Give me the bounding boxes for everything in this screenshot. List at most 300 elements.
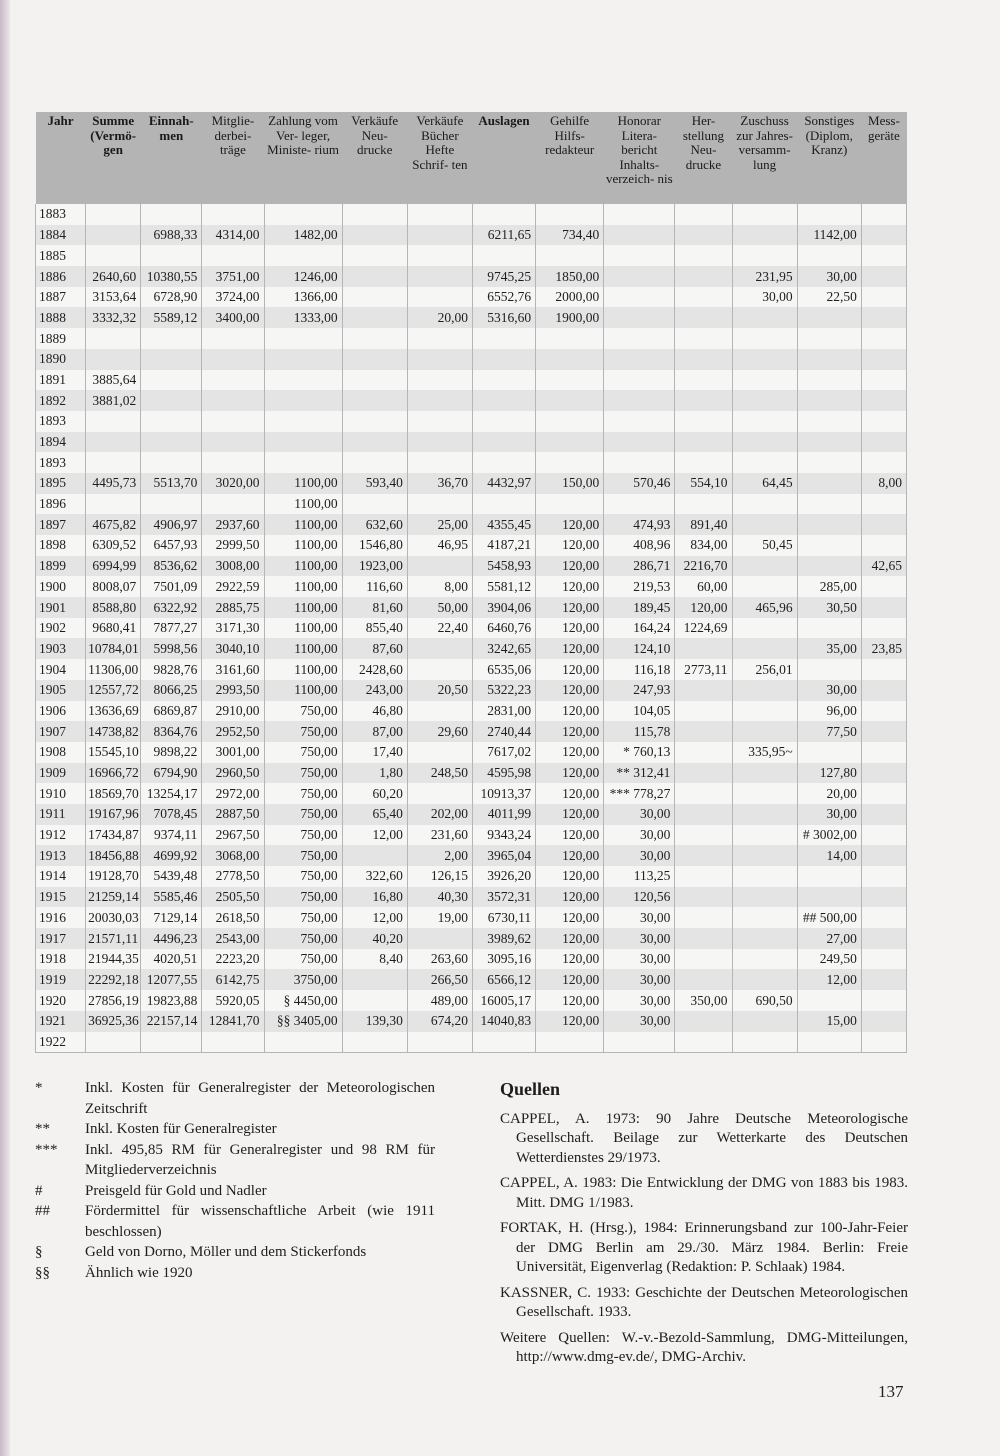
table-cell: 12077,55: [141, 969, 202, 990]
table-cell: 266,50: [407, 969, 472, 990]
footnote-mark: §: [35, 1244, 43, 1260]
table-cell: 20030,03: [86, 907, 141, 928]
table-cell: [264, 390, 342, 411]
column-header: Zuschuss zur Jahres- versamm- lung: [732, 112, 797, 204]
table-row: [36, 390, 907, 411]
table-cell: [732, 825, 797, 846]
table-cell: [536, 328, 604, 349]
year-cell: 1910: [36, 783, 86, 804]
table-cell: 2223,20: [202, 949, 264, 970]
table-cell: [536, 1032, 604, 1053]
table-cell: 9828,76: [141, 659, 202, 680]
table-row: [36, 576, 907, 597]
table-cell: [797, 411, 861, 432]
table-cell: 126,15: [407, 866, 472, 887]
footnotes: [35, 1078, 435, 1283]
table-cell: 2778,50: [202, 866, 264, 887]
table-cell: 3040,10: [202, 638, 264, 659]
table-cell: 9343,24: [472, 825, 535, 846]
table-cell: 4699,92: [141, 845, 202, 866]
table-cell: [732, 411, 797, 432]
table-cell: [604, 411, 675, 432]
table-cell: [675, 225, 732, 246]
table-cell: 2999,50: [202, 535, 264, 556]
table-cell: [264, 204, 342, 225]
table-cell: [861, 494, 906, 515]
table-cell: [604, 452, 675, 473]
year-cell: 1906: [36, 701, 86, 722]
table-cell: 2000,00: [536, 287, 604, 308]
table-cell: [472, 452, 535, 473]
table-cell: 3332,32: [86, 307, 141, 328]
table-cell: [604, 1032, 675, 1053]
table-cell: [407, 245, 472, 266]
year-cell: 1886: [36, 266, 86, 287]
table-cell: 750,00: [264, 845, 342, 866]
year-cell: 1893: [36, 411, 86, 432]
table-cell: 3095,16: [472, 949, 535, 970]
table-cell: 7501,09: [141, 576, 202, 597]
table-cell: 10784,01: [86, 638, 141, 659]
table-cell: [472, 349, 535, 370]
table-row: [36, 701, 907, 722]
table-cell: 120,00: [536, 721, 604, 742]
table-cell: 19823,88: [141, 990, 202, 1011]
table-cell: [407, 494, 472, 515]
table-cell: 23,85: [861, 638, 906, 659]
table-cell: [861, 452, 906, 473]
table-cell: 22292,18: [86, 969, 141, 990]
table-cell: 3881,02: [86, 390, 141, 411]
table-cell: 139,30: [342, 1011, 407, 1032]
table-cell: [86, 204, 141, 225]
column-header: Her- stellung Neu- drucke: [675, 112, 732, 204]
table-cell: 4020,51: [141, 949, 202, 970]
table-cell: 1546,80: [342, 535, 407, 556]
table-cell: [797, 349, 861, 370]
table-cell: 21571,11: [86, 928, 141, 949]
year-cell: 1884: [36, 225, 86, 246]
table-row: [36, 949, 907, 970]
footnote-text: Inkl. Kosten für Generalregister der Meteorologischen Zeitschrift: [85, 1080, 435, 1117]
table-cell: [675, 370, 732, 391]
table-cell: 120,00: [536, 1011, 604, 1032]
table-cell: 22,50: [797, 287, 861, 308]
table-cell: 248,50: [407, 763, 472, 784]
table-cell: [536, 432, 604, 453]
table-cell: 50,00: [407, 597, 472, 618]
table-cell: [342, 432, 407, 453]
table-cell: [86, 452, 141, 473]
table-cell: ## 500,00: [797, 907, 861, 928]
table-cell: 1100,00: [264, 638, 342, 659]
table-cell: [407, 204, 472, 225]
table-cell: 64,45: [732, 473, 797, 494]
table-cell: [797, 204, 861, 225]
table-cell: [141, 245, 202, 266]
table-cell: [797, 556, 861, 577]
page-number: 137: [878, 1382, 904, 1401]
year-cell: 1921: [36, 1011, 86, 1032]
table-cell: 9898,22: [141, 742, 202, 763]
column-header: Summe (Vermö- gen: [86, 112, 141, 204]
table-cell: 29,60: [407, 721, 472, 742]
table-row: [36, 680, 907, 701]
table-cell: [675, 204, 732, 225]
table-cell: 3171,30: [202, 618, 264, 639]
table-header-row: [36, 112, 907, 204]
table-cell: [407, 1032, 472, 1053]
table-cell: 6457,93: [141, 535, 202, 556]
table-cell: [604, 307, 675, 328]
table-row: [36, 990, 907, 1011]
table-cell: 7078,45: [141, 804, 202, 825]
table-cell: 12,00: [797, 969, 861, 990]
table-cell: 120,00: [536, 990, 604, 1011]
table-cell: 30,00: [604, 825, 675, 846]
year-cell: 1915: [36, 887, 86, 908]
table-cell: 3242,65: [472, 638, 535, 659]
table-cell: [797, 245, 861, 266]
table-cell: 27856,19: [86, 990, 141, 1011]
table-cell: [732, 307, 797, 328]
table-cell: [732, 452, 797, 473]
table-cell: 4595,98: [472, 763, 535, 784]
table-cell: 30,00: [604, 949, 675, 970]
table-cell: 120,00: [536, 969, 604, 990]
source-entry: KASSNER, C. 1933: Geschichte der Deutschen Meteorologischen Gesellschaft. 1933.: [500, 1284, 908, 1320]
table-cell: [86, 1032, 141, 1053]
table-cell: 750,00: [264, 907, 342, 928]
table-cell: [536, 452, 604, 473]
table-cell: 120,00: [536, 783, 604, 804]
footnote: [35, 1119, 435, 1140]
table-cell: 285,00: [797, 576, 861, 597]
table-cell: 7129,14: [141, 907, 202, 928]
footnote: [35, 1242, 435, 1263]
table-cell: 4675,82: [86, 514, 141, 535]
table-cell: 120,00: [536, 845, 604, 866]
table-cell: [861, 804, 906, 825]
year-cell: 1892: [36, 390, 86, 411]
table-cell: 35,00: [797, 638, 861, 659]
table-cell: [342, 245, 407, 266]
table-cell: 750,00: [264, 763, 342, 784]
table-cell: [732, 969, 797, 990]
table-cell: 6460,76: [472, 618, 535, 639]
table-row: [36, 845, 907, 866]
table-cell: [202, 494, 264, 515]
table-cell: [732, 556, 797, 577]
table-cell: [675, 949, 732, 970]
table-cell: [861, 349, 906, 370]
table-cell: 1100,00: [264, 597, 342, 618]
table-cell: [604, 204, 675, 225]
table-cell: 2910,00: [202, 701, 264, 722]
table-cell: 5316,60: [472, 307, 535, 328]
table-cell: 1224,69: [675, 618, 732, 639]
table-cell: 6994,99: [86, 556, 141, 577]
table-cell: 750,00: [264, 949, 342, 970]
table-cell: [264, 245, 342, 266]
table-cell: [536, 390, 604, 411]
table-cell: 2993,50: [202, 680, 264, 701]
year-cell: 1919: [36, 969, 86, 990]
table-cell: 46,80: [342, 701, 407, 722]
footnote-mark: **: [35, 1121, 50, 1137]
table-cell: [264, 1032, 342, 1053]
table-cell: [732, 618, 797, 639]
footnote-mark: §§: [35, 1264, 50, 1281]
table-cell: 3153,64: [86, 287, 141, 308]
table-cell: 247,93: [604, 680, 675, 701]
footnote: [35, 1263, 435, 1284]
table-cell: 4355,45: [472, 514, 535, 535]
table-cell: [861, 370, 906, 391]
table-cell: [407, 452, 472, 473]
table-cell: [342, 287, 407, 308]
table-cell: 3965,04: [472, 845, 535, 866]
table-cell: 243,00: [342, 680, 407, 701]
table-cell: 120,00: [536, 763, 604, 784]
table-cell: 6869,87: [141, 701, 202, 722]
table-cell: [407, 349, 472, 370]
table-cell: [861, 576, 906, 597]
year-cell: 1905: [36, 680, 86, 701]
table-cell: 10913,37: [472, 783, 535, 804]
table-cell: [202, 411, 264, 432]
table-cell: [536, 411, 604, 432]
table-cell: [536, 370, 604, 391]
table-cell: 8364,76: [141, 721, 202, 742]
table-cell: [536, 245, 604, 266]
table-cell: 120,00: [536, 701, 604, 722]
table-cell: [536, 204, 604, 225]
table-cell: 9680,41: [86, 618, 141, 639]
table-cell: 164,24: [604, 618, 675, 639]
table-cell: 4432,97: [472, 473, 535, 494]
table-cell: [604, 390, 675, 411]
table-cell: 16966,72: [86, 763, 141, 784]
year-cell: 1899: [36, 556, 86, 577]
table-cell: [342, 370, 407, 391]
table-cell: [342, 990, 407, 1011]
table-cell: 120,00: [675, 597, 732, 618]
table-cell: 750,00: [264, 783, 342, 804]
page-binding-edge: [0, 0, 10, 1456]
table-cell: 231,60: [407, 825, 472, 846]
table-cell: [141, 390, 202, 411]
footnote-mark: ***: [35, 1141, 58, 1158]
table-cell: [264, 411, 342, 432]
table-cell: 19167,96: [86, 804, 141, 825]
table-cell: [732, 494, 797, 515]
year-cell: 1907: [36, 721, 86, 742]
table-cell: [472, 390, 535, 411]
table-row: [36, 659, 907, 680]
table-cell: 30,00: [604, 990, 675, 1011]
table-cell: [861, 845, 906, 866]
footnote-mark: ##: [35, 1203, 50, 1219]
year-cell: 1901: [36, 597, 86, 618]
table-cell: [675, 887, 732, 908]
year-cell: 1912: [36, 825, 86, 846]
table-cell: [86, 328, 141, 349]
table-cell: 3751,00: [202, 266, 264, 287]
table-cell: 1923,00: [342, 556, 407, 577]
table-cell: 19,00: [407, 907, 472, 928]
table-cell: [342, 494, 407, 515]
table-cell: 489,00: [407, 990, 472, 1011]
table-row: [36, 370, 907, 391]
table-cell: 570,46: [604, 473, 675, 494]
table-cell: 5998,56: [141, 638, 202, 659]
table-cell: 6794,90: [141, 763, 202, 784]
table-cell: [472, 1032, 535, 1053]
table-cell: [407, 783, 472, 804]
table-cell: 231,95: [732, 266, 797, 287]
table-cell: 2618,50: [202, 907, 264, 928]
table-cell: [472, 245, 535, 266]
table-cell: 6566,12: [472, 969, 535, 990]
footnote-text: Preisgeld für Gold und Nadler: [85, 1182, 267, 1199]
table-cell: [797, 514, 861, 535]
table-cell: [675, 1032, 732, 1053]
table-cell: 1100,00: [264, 473, 342, 494]
table-cell: [797, 390, 861, 411]
year-cell: 1917: [36, 928, 86, 949]
table-cell: [472, 370, 535, 391]
table-cell: [202, 204, 264, 225]
table-cell: [202, 349, 264, 370]
table-cell: 12,00: [342, 825, 407, 846]
table-cell: 5439,48: [141, 866, 202, 887]
year-cell: 1913: [36, 845, 86, 866]
table-row: [36, 452, 907, 473]
table-row: [36, 266, 907, 287]
finance-table: [35, 112, 907, 1053]
table-cell: 1482,00: [264, 225, 342, 246]
table-cell: 120,00: [536, 659, 604, 680]
table-cell: 113,25: [604, 866, 675, 887]
table-row: [36, 225, 907, 246]
table-cell: 116,18: [604, 659, 675, 680]
table-cell: [264, 370, 342, 391]
table-cell: [342, 452, 407, 473]
table-cell: [675, 804, 732, 825]
table-cell: [732, 763, 797, 784]
column-header: Mitglie- derbei- träge: [202, 112, 264, 204]
table-cell: 6552,76: [472, 287, 535, 308]
table-cell: 30,00: [604, 1011, 675, 1032]
table-cell: 120,00: [536, 949, 604, 970]
table-cell: [732, 701, 797, 722]
table-cell: 14738,82: [86, 721, 141, 742]
table-cell: 408,96: [604, 535, 675, 556]
table-cell: [861, 287, 906, 308]
table-cell: [202, 390, 264, 411]
table-cell: [604, 266, 675, 287]
table-cell: [732, 680, 797, 701]
year-cell: 1890: [36, 349, 86, 370]
table-cell: 120,00: [536, 514, 604, 535]
table-cell: [797, 452, 861, 473]
table-cell: [604, 245, 675, 266]
table-cell: 350,00: [675, 990, 732, 1011]
table-cell: 256,01: [732, 659, 797, 680]
table-cell: [86, 225, 141, 246]
table-cell: [141, 328, 202, 349]
table-cell: [141, 494, 202, 515]
table-cell: [797, 887, 861, 908]
table-cell: [407, 701, 472, 722]
table-cell: 12,00: [342, 907, 407, 928]
table-cell: 219,53: [604, 576, 675, 597]
table-row: [36, 535, 907, 556]
table-cell: 27,00: [797, 928, 861, 949]
table-cell: 17,40: [342, 742, 407, 763]
year-cell: 1894: [36, 432, 86, 453]
table-cell: 750,00: [264, 928, 342, 949]
table-cell: [407, 928, 472, 949]
table-cell: [342, 204, 407, 225]
table-cell: [861, 763, 906, 784]
footnote: [35, 1140, 435, 1181]
table-cell: 60,00: [675, 576, 732, 597]
table-cell: [861, 783, 906, 804]
table-cell: 30,00: [604, 928, 675, 949]
table-cell: 2216,70: [675, 556, 732, 577]
table-cell: [407, 328, 472, 349]
table-cell: [202, 370, 264, 391]
table-cell: [472, 494, 535, 515]
table-cell: [861, 411, 906, 432]
table-cell: 6728,90: [141, 287, 202, 308]
table-cell: [675, 825, 732, 846]
table-cell: 2773,11: [675, 659, 732, 680]
table-cell: 189,45: [604, 597, 675, 618]
table-cell: [472, 328, 535, 349]
column-header: Zahlung vom Ver- leger, Ministe- rium: [264, 112, 342, 204]
table-cell: 22157,14: [141, 1011, 202, 1032]
table-cell: [86, 411, 141, 432]
table-cell: 8066,25: [141, 680, 202, 701]
table-cell: [732, 245, 797, 266]
table-cell: §§ 3405,00: [264, 1011, 342, 1032]
table-cell: 734,40: [536, 225, 604, 246]
table-cell: 3926,20: [472, 866, 535, 887]
table-cell: [861, 514, 906, 535]
table-cell: [861, 949, 906, 970]
table-cell: [732, 370, 797, 391]
table-cell: [732, 887, 797, 908]
table-cell: 2922,59: [202, 576, 264, 597]
table-cell: [732, 866, 797, 887]
finance-table-container: [35, 112, 907, 1053]
table-cell: 2972,00: [202, 783, 264, 804]
table-cell: 1333,00: [264, 307, 342, 328]
table-cell: 2640,60: [86, 266, 141, 287]
table-cell: [797, 432, 861, 453]
table-cell: [675, 721, 732, 742]
table-cell: [604, 370, 675, 391]
table-cell: 750,00: [264, 887, 342, 908]
table-cell: [732, 949, 797, 970]
year-cell: 1914: [36, 866, 86, 887]
table-cell: [732, 638, 797, 659]
table-cell: 6309,52: [86, 535, 141, 556]
table-cell: [797, 866, 861, 887]
